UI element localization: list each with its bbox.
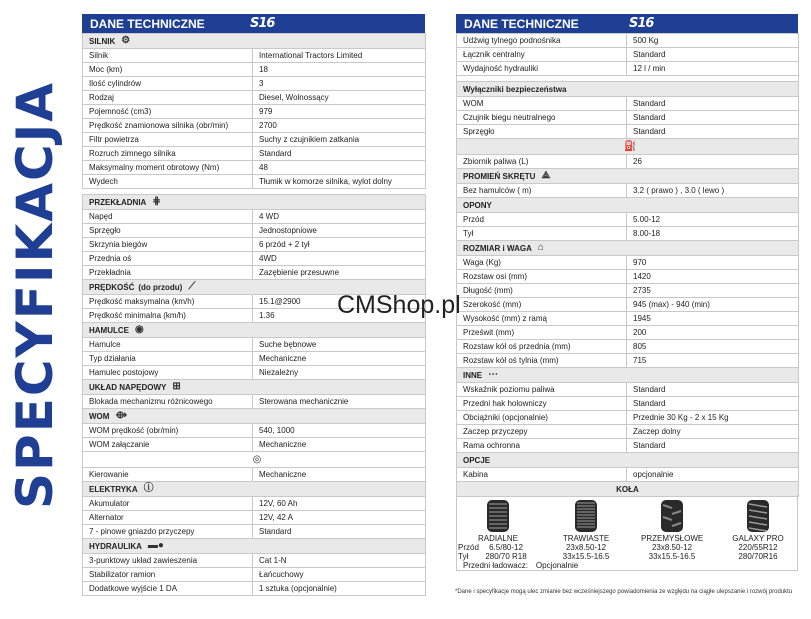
spec-row	[457, 312, 799, 326]
spec-value: Standard	[253, 525, 426, 539]
spec-label: Kabina	[457, 468, 627, 482]
spec-value: 970	[627, 256, 799, 270]
spec-label: WOM załączanie	[83, 438, 253, 452]
tire-sizes-radial: 6.5/80-12 280/70 R18	[485, 543, 527, 561]
spec-label: Kierowanie	[83, 468, 253, 482]
spec-value: Tłumik w komorze silnika, wylot dolny	[253, 175, 426, 189]
spec-row	[457, 184, 799, 198]
spec-row	[83, 63, 426, 77]
spec-value: 48	[253, 161, 426, 175]
spec-label: WOM	[457, 97, 627, 111]
spec-value: Niezależny	[253, 366, 426, 380]
spec-label: Sprzęgło	[457, 125, 627, 139]
electric-icon: ⓘ	[143, 483, 154, 495]
spec-value: 26	[627, 155, 799, 169]
spec-row	[83, 582, 426, 596]
engine-icon: ⚙	[121, 35, 131, 47]
spec-label: Prześwit (mm)	[457, 326, 627, 340]
model-logo: S16	[250, 16, 275, 31]
spec-value: 12V, 42 A	[253, 511, 426, 525]
spec-value: 2735	[627, 284, 799, 298]
spec-row	[457, 155, 799, 169]
loader-row: Przedni ładowacz: Opcjonalnie	[463, 561, 579, 570]
turning-radius-icon: ⟁	[541, 170, 551, 182]
spec-label: Hamulce	[83, 338, 253, 352]
tire-icon	[571, 499, 601, 533]
spec-row	[83, 175, 426, 189]
spec-value: 3	[253, 77, 426, 91]
spec-value: Standard	[253, 147, 426, 161]
spec-value: Standard	[627, 439, 799, 453]
spec-label: Rodzaj	[83, 91, 253, 105]
spec-row	[83, 91, 426, 105]
spec-row	[83, 119, 426, 133]
spec-row	[83, 511, 426, 525]
spec-label: Wydajność hydrauliki	[457, 62, 627, 76]
icon-row	[457, 139, 799, 155]
spec-label: 3-punktowy układ zawieszenia	[83, 554, 253, 568]
section-header: HAMULCE ◉	[83, 323, 426, 338]
spec-label: Zbiornik paliwa (L)	[457, 155, 627, 169]
spec-row	[457, 227, 799, 241]
tire-icon	[483, 499, 513, 533]
spec-label: Typ działania	[83, 352, 253, 366]
section-header: KOŁA	[457, 482, 799, 497]
spec-label: Zaczep przyczepy	[457, 425, 627, 439]
spec-value: Standard	[627, 97, 799, 111]
section-header: PROMIEŃ SKRĘTU ⟁	[457, 169, 799, 184]
spec-value: Diesel, Wolnossący	[253, 91, 426, 105]
spec-row	[457, 326, 799, 340]
spec-value: 200	[627, 326, 799, 340]
spec-value: 1.36	[253, 309, 426, 323]
spec-label: Rozstaw osi (mm)	[457, 270, 627, 284]
tire-industrial: PRZEMYSŁOWE	[641, 499, 703, 543]
tire-radial: RADIALNE	[467, 499, 529, 543]
spec-row	[457, 298, 799, 312]
more-icon: ⋯	[488, 369, 499, 381]
left-header: DANE TECHNICZNE S16	[82, 14, 425, 33]
spec-row	[83, 497, 426, 511]
spec-label: Przedni hak holowniczy	[457, 397, 627, 411]
spec-label: 7 - pinowe gniazdo przyczepy	[83, 525, 253, 539]
right-header: DANE TECHNICZNE S16	[456, 14, 798, 33]
section-header: PRĘDKOŚĆ (do przodu) ⟋	[83, 280, 426, 295]
spec-value: 12V, 60 Ah	[253, 497, 426, 511]
spec-label: Czujnik biegu neutralnego	[457, 111, 627, 125]
spec-label: Filtr powietrza	[83, 133, 253, 147]
steering-wheel-icon: ◎	[252, 453, 262, 465]
section-header: PRZEKŁADNIA ⋕	[83, 195, 426, 210]
spec-row	[83, 224, 426, 238]
spec-value: opcjonalnie	[627, 468, 799, 482]
spec-label: Wysokość (mm) z ramą	[457, 312, 627, 326]
spec-row	[83, 105, 426, 119]
spec-row	[83, 266, 426, 280]
spec-row	[83, 554, 426, 568]
spec-row	[457, 354, 799, 368]
spec-label: Przednia oś	[83, 252, 253, 266]
spec-row	[83, 438, 426, 452]
right-spec-table	[456, 33, 799, 497]
spec-row	[457, 111, 799, 125]
drivetrain-icon: ⊞	[172, 381, 181, 393]
spec-row	[457, 383, 799, 397]
speedometer-icon: ⟋	[188, 281, 196, 293]
spec-row	[457, 425, 799, 439]
spec-row	[83, 424, 426, 438]
spec-label: Wskaźnik poziomu paliwa	[457, 383, 627, 397]
spec-label: Obciążniki (opcjonalnie)	[457, 411, 627, 425]
spec-value: Mechaniczne	[253, 438, 426, 452]
spec-value: 1945	[627, 312, 799, 326]
spec-value: Mechaniczne	[253, 352, 426, 366]
spec-label: WOM prędkość (obr/min)	[83, 424, 253, 438]
watermark: CMShop.pl	[337, 291, 461, 319]
spec-label: Szerokość (mm)	[457, 298, 627, 312]
spec-value: Zazębienie przesuwne	[253, 266, 426, 280]
spec-value: Standard	[627, 111, 799, 125]
spec-label: Silnik	[83, 49, 253, 63]
spec-label: Przekładnia	[83, 266, 253, 280]
weight-icon: ⌂	[537, 242, 544, 254]
spec-value: Przednie 30 Kg - 2 x 15 Kg	[627, 411, 799, 425]
spec-value: 5.00-12	[627, 213, 799, 227]
spec-value: 12 l / min	[627, 62, 799, 76]
tires-panel	[456, 495, 798, 571]
tire-galaxy: GALAXY PRO	[727, 499, 789, 543]
section-header: ELEKTRYKA ⓘ	[83, 482, 426, 497]
brake-icon: ◉	[135, 324, 144, 336]
spec-label: Rama ochronna	[457, 439, 627, 453]
spec-value: Standard	[627, 125, 799, 139]
spec-label: Skrzynia biegów	[83, 238, 253, 252]
spec-row	[83, 568, 426, 582]
spec-row	[83, 210, 426, 224]
spec-label: Udźwig tylnego podnośnika	[457, 34, 627, 48]
spec-label: Hamulec postojowy	[83, 366, 253, 380]
spec-row	[83, 525, 426, 539]
tire-sizes-grass: 23x8.50-12 33x15.5-16.5	[562, 543, 610, 561]
spec-row	[83, 468, 426, 482]
spec-label: Maksymalny moment obrotowy (Nm)	[83, 161, 253, 175]
tire-sizes-industrial: 23x8.50-12 33x15.5-16.5	[648, 543, 696, 561]
spec-label: Akumulator	[83, 497, 253, 511]
spec-value: Zaczep dolny	[627, 425, 799, 439]
spec-value: Suche bębnowe	[253, 338, 426, 352]
spec-row	[83, 77, 426, 91]
spec-value: 6 przód + 2 tył	[253, 238, 426, 252]
spec-row	[83, 147, 426, 161]
spec-value: Standard	[627, 48, 799, 62]
tire-icon	[657, 499, 687, 533]
spec-value: Sterowana mechanicznie	[253, 395, 426, 409]
spec-value: 805	[627, 340, 799, 354]
spec-row	[457, 256, 799, 270]
spec-label: Sprzęgło	[83, 224, 253, 238]
spec-value: 3.2 ( prawo ) , 3.0 ( lewo )	[627, 184, 799, 198]
section-header: Wyłączniki bezpieczeństwa	[457, 82, 799, 97]
tire-icon	[743, 499, 773, 533]
footnote: *Dane i specyfikacje mogą ulec zmianie bez wcześniejszego powiadomienia ze względu na ciągłe ulepszanie i rozwój produktu	[455, 589, 793, 595]
side-title: SPECYFIKACJA	[6, 81, 64, 509]
spec-row	[457, 125, 799, 139]
spec-label: Rozstaw kół oś tylnia (mm)	[457, 354, 627, 368]
spec-label: Przód	[457, 213, 627, 227]
spec-value: 1420	[627, 270, 799, 284]
section-header: INNE ⋯	[457, 368, 799, 383]
spec-label: Prędkość minimalna (km/h)	[83, 309, 253, 323]
spec-label: Długość (mm)	[457, 284, 627, 298]
spec-value: Jednostopniowe	[253, 224, 426, 238]
model-logo: S16	[629, 16, 654, 31]
spec-value: 1 sztuka (opcjonalnie)	[253, 582, 426, 596]
spec-value: 15.1@2900	[253, 295, 426, 309]
spec-row	[457, 270, 799, 284]
spec-value: 540, 1000	[253, 424, 426, 438]
section-header: WOM ⟴	[83, 409, 426, 424]
icon-row	[83, 452, 426, 468]
spec-value: Standard	[627, 397, 799, 411]
spec-value: 500 Kg	[627, 34, 799, 48]
spec-value: Łańcuchowy	[253, 568, 426, 582]
spec-row	[457, 97, 799, 111]
section-header: OPONY	[457, 198, 799, 213]
spec-row	[457, 213, 799, 227]
spec-label: Dodatkowe wyjście 1 DA	[83, 582, 253, 596]
spec-row	[83, 161, 426, 175]
fuel-icon: ⛽	[624, 140, 637, 152]
section-header: SILNIK ⚙	[83, 34, 426, 49]
spec-row	[457, 284, 799, 298]
spec-label: Pojemność (cm3)	[83, 105, 253, 119]
spec-row	[83, 352, 426, 366]
spec-label: Rozstaw kół oś przednia (mm)	[457, 340, 627, 354]
pto-icon: ⟴	[115, 410, 128, 422]
spec-row	[83, 252, 426, 266]
spec-value: Suchy z czujnikiem zatkania	[253, 133, 426, 147]
spec-label: Waga (Kg)	[457, 256, 627, 270]
spec-row	[457, 340, 799, 354]
spec-label: Rozruch zimnego silnika	[83, 147, 253, 161]
section-header: OPCJE	[457, 453, 799, 468]
spec-value: 4WD	[253, 252, 426, 266]
spec-value: 715	[627, 354, 799, 368]
spec-value: Cat 1-N	[253, 554, 426, 568]
spec-value: Standard	[627, 383, 799, 397]
spec-row	[457, 411, 799, 425]
spec-label: Ilość cylindrów	[83, 77, 253, 91]
spec-value: Mechaniczne	[253, 468, 426, 482]
spec-value: 2700	[253, 119, 426, 133]
gearbox-icon: ⋕	[152, 196, 161, 208]
spec-row	[457, 439, 799, 453]
tire-sizes-galaxy: 220/55R12 280/70R16	[738, 543, 778, 561]
section-header: UKŁAD NAPĘDOWY ⊞	[83, 380, 426, 395]
spec-value: 18	[253, 63, 426, 77]
spec-row	[457, 468, 799, 482]
spec-value: International Tractors Limited	[253, 49, 426, 63]
spec-row	[83, 366, 426, 380]
spec-value: 945 (max) - 940 (min)	[627, 298, 799, 312]
section-header: ROZMIAR i WAGA ⌂	[457, 241, 799, 256]
spec-label: Napęd	[83, 210, 253, 224]
spec-row	[457, 62, 799, 76]
hydraulic-icon: ▬●	[147, 540, 164, 552]
spec-row	[83, 133, 426, 147]
spec-row	[83, 49, 426, 63]
spec-row	[457, 397, 799, 411]
spec-label: Prędkość znamionowa silnika (obr/min)	[83, 119, 253, 133]
spec-label: Moc (km)	[83, 63, 253, 77]
spec-row	[83, 395, 426, 409]
spec-label: Alternator	[83, 511, 253, 525]
spec-label: Prędkość maksymalna (km/h)	[83, 295, 253, 309]
spec-label: Bez hamulców ( m)	[457, 184, 627, 198]
spec-label: Tył	[457, 227, 627, 241]
spec-label: Stabilizator ramion	[83, 568, 253, 582]
spec-row	[83, 238, 426, 252]
spec-value: 4 WD	[253, 210, 426, 224]
spec-row	[457, 34, 799, 48]
spec-value: 979	[253, 105, 426, 119]
spec-value: 8.00-18	[627, 227, 799, 241]
spec-label: Blokada mechanizmu różnicowego	[83, 395, 253, 409]
spec-label: Łącznik centralny	[457, 48, 627, 62]
tire-row-labels: Przód Tył	[458, 543, 479, 561]
spec-row	[457, 48, 799, 62]
spec-label: Wydech	[83, 175, 253, 189]
tire-grass: TRAWIASTE	[555, 499, 617, 543]
section-header: HYDRAULIKA ▬●	[83, 539, 426, 554]
spec-row	[83, 338, 426, 352]
